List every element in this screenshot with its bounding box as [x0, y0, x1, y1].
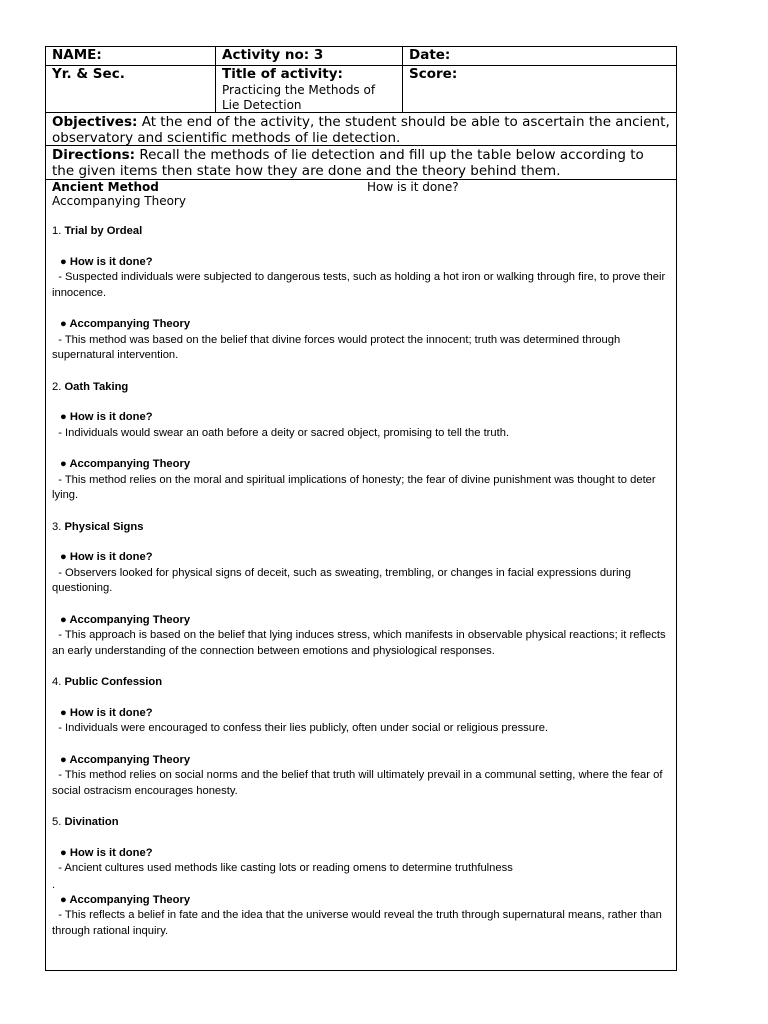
how-label: ● How is it done?	[60, 255, 153, 268]
spacer	[52, 597, 670, 613]
method-name: Physical Signs	[64, 520, 144, 533]
spacer	[52, 441, 670, 457]
objectives	[46, 113, 676, 146]
stray-dot: .	[52, 878, 56, 891]
method-title	[52, 815, 670, 831]
methods-list	[46, 224, 676, 939]
theory-label: ● Accompanying Theory	[60, 893, 191, 906]
how-label: ● How is it done?	[60, 551, 153, 563]
spacer	[52, 737, 670, 753]
activity-sheet	[45, 46, 677, 971]
column-headers	[46, 180, 676, 208]
method-item	[52, 380, 670, 504]
how-text: - Individuals would swear an oath before a deity or sacred object, promising to tell the truth.	[52, 426, 510, 439]
date-label: Date:	[409, 47, 451, 63]
score-label: Score:	[409, 66, 458, 82]
header-row-1	[46, 47, 676, 66]
theory-label: ● Accompanying Theory	[60, 458, 191, 470]
method-name: Trial by Ordeal	[64, 225, 143, 237]
column-how: How is it done?	[367, 180, 459, 194]
method-number: 3.	[52, 520, 65, 533]
method-name: Divination	[64, 816, 119, 828]
method-number: 2.	[52, 380, 65, 393]
how-text: - Ancient cultures used methods like casting lots or reading omens to determine truthfulness	[52, 862, 513, 874]
method-item	[52, 815, 670, 939]
method-number: 4.	[52, 676, 65, 688]
theory-label: ● Accompanying Theory	[60, 753, 191, 766]
method-title	[52, 520, 670, 536]
objectives-label: Objectives:	[52, 114, 138, 130]
title-label: Title of activity:	[222, 66, 343, 82]
theory-label: ● Accompanying Theory	[60, 318, 191, 330]
column-theory: Accompanying Theory	[52, 194, 186, 208]
activity-number: Activity no: 3	[216, 47, 403, 65]
method-number: 1.	[52, 225, 65, 237]
how-text: - Observers looked for physical signs of deceit, such as sweating, trembling, or changes in facial expressions during questioning.	[52, 566, 635, 594]
theory-text: - This method was based on the belief that divine forces would protect the innocent; truth was determined through supernatural intervention.	[52, 333, 624, 361]
yr-sec-label: Yr. & Sec.	[46, 66, 216, 112]
directions-text: Recall the methods of lie detection and fill up the table below according to the given items then state how they are done and the theory behind them.	[52, 147, 644, 179]
how-text: - Individuals were encouraged to confess their lies publicly, often under social or religious pressure.	[52, 722, 549, 734]
method-item	[52, 224, 670, 364]
header-row-2	[46, 66, 676, 113]
directions	[46, 146, 676, 180]
how-label: ● How is it done?	[60, 411, 153, 423]
column-method: Ancient Method	[52, 180, 159, 194]
theory-text: - This method relies on social norms and the belief that truth will ultimately prevail in a communal setting, where the fear of social ostracism encourages honesty.	[52, 769, 666, 797]
method-number: 5.	[52, 816, 65, 828]
method-item	[52, 520, 670, 660]
theory-label: ● Accompanying Theory	[60, 613, 191, 626]
method-title	[52, 380, 670, 396]
method-title	[52, 675, 670, 691]
method-name: Public Confession	[64, 676, 163, 688]
theory-text: - This reflects a belief in fate and the idea that the universe would reveal the truth through supernatural means, rather than through rational inquiry.	[52, 909, 665, 937]
directions-label: Directions:	[52, 147, 136, 163]
how-label: ● How is it done?	[60, 706, 153, 719]
title-value: Practicing the Methods of Lie Detection	[222, 83, 376, 112]
how-label: ● How is it done?	[60, 846, 153, 859]
theory-text: - This method relies on the moral and spiritual implications of honesty; the fear of divine punishment was thought to deter lying.	[52, 473, 659, 501]
theory-text: - This approach is based on the belief that lying induces stress, which manifests in observable physical reactions; it reflects an early understanding of the connection between emotions and physiological responses.	[52, 629, 669, 657]
spacer	[52, 301, 670, 317]
how-text: - Suspected individuals were subjected to dangerous tests, such as holding a hot iron or walking through fire, to prove their innocence.	[52, 271, 669, 299]
method-title	[52, 224, 670, 240]
name-label: NAME:	[46, 47, 216, 65]
title-cell	[216, 66, 403, 112]
method-name: Oath Taking	[64, 380, 129, 393]
method-item	[52, 675, 670, 799]
objectives-text: At the end of the activity, the student should be able to ascertain the ancient, observatory and scientific methods of lie detection.	[52, 114, 670, 146]
